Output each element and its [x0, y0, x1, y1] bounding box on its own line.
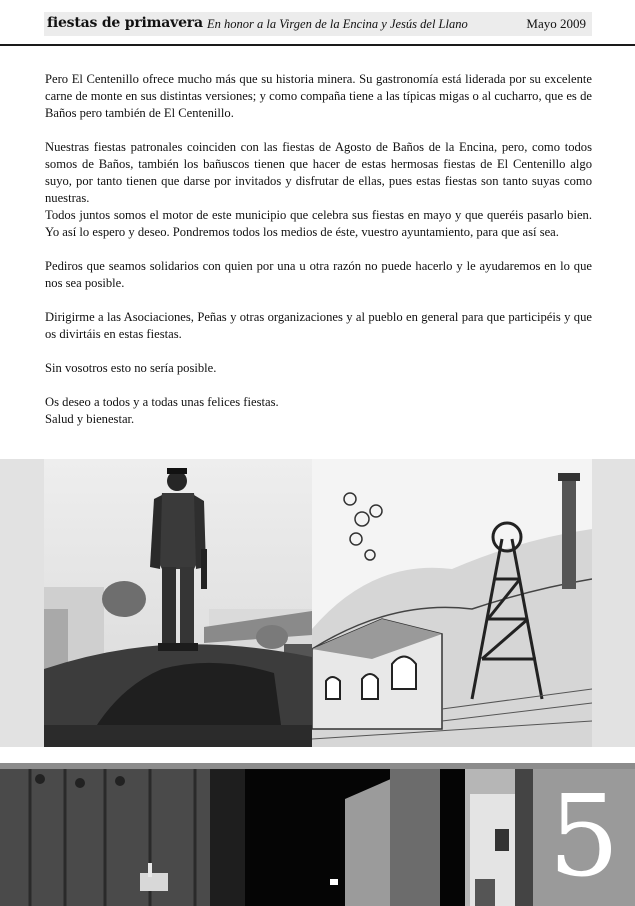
publication-title: fiestas de primavera [47, 15, 203, 31]
paragraph: Todos juntos somos el motor de este municipio que celebra sus fiestas en mayo y que queréis pasarlo bien. Yo así lo espero y deseo. Pondremos todos los medios de éste, vuestro ayuntamiento, para que así sea. [45, 208, 592, 239]
running-header [44, 12, 592, 36]
page-number-box [533, 769, 635, 906]
paragraph: Pero El Centenillo ofrece mucho más que su historia minera. Su gastronomía está liderada por su excelente carne de monte en sus distintas versiones; y como compaña tiene a las típicas migas o al cucharro, que es de Baños pero también de El Centenillo. [45, 72, 592, 120]
mine-shaft-drawing [312, 459, 592, 747]
paragraph: Salud y bienestar. [45, 412, 135, 426]
paragraph: Dirigirme a las Asociaciones, Peñas y otras organizaciones y al pueblo en general para que participéis y que os divirtáis en estas fiestas. [45, 310, 592, 341]
header-divider [0, 44, 635, 46]
publication-subtitle: En honor a la Virgen de la Encina y Jesús del Llano [207, 17, 468, 31]
paragraph: Os deseo a todos y a todas unas felices fiestas. [45, 395, 279, 409]
footer-photo-strip [0, 769, 533, 906]
issue-date: Mayo 2009 [526, 16, 586, 31]
paragraph: Nuestras fiestas patronales coinciden con las fiestas de Agosto de Baños de la Encina, pero, como todos somos de Baños, también los bañuscos tienen que hacer de estas hermosas fiestas de El Centenillo algo suyo, por tanto tienen que darse por invitados y disfrutar de ellas, pues estas fiestas son tanto suyas como nuestras. [45, 140, 592, 205]
paragraph: Pediros que seamos solidarios con quien por una u otra razón no puede hacerlo y le ayudaremos en lo que nos sea posible. [45, 259, 592, 290]
article-body [45, 71, 592, 428]
page-number: 5 [548, 772, 620, 902]
miner-statue-photo [44, 459, 312, 747]
paragraph: Sin vosotros esto no sería posible. [45, 361, 217, 375]
